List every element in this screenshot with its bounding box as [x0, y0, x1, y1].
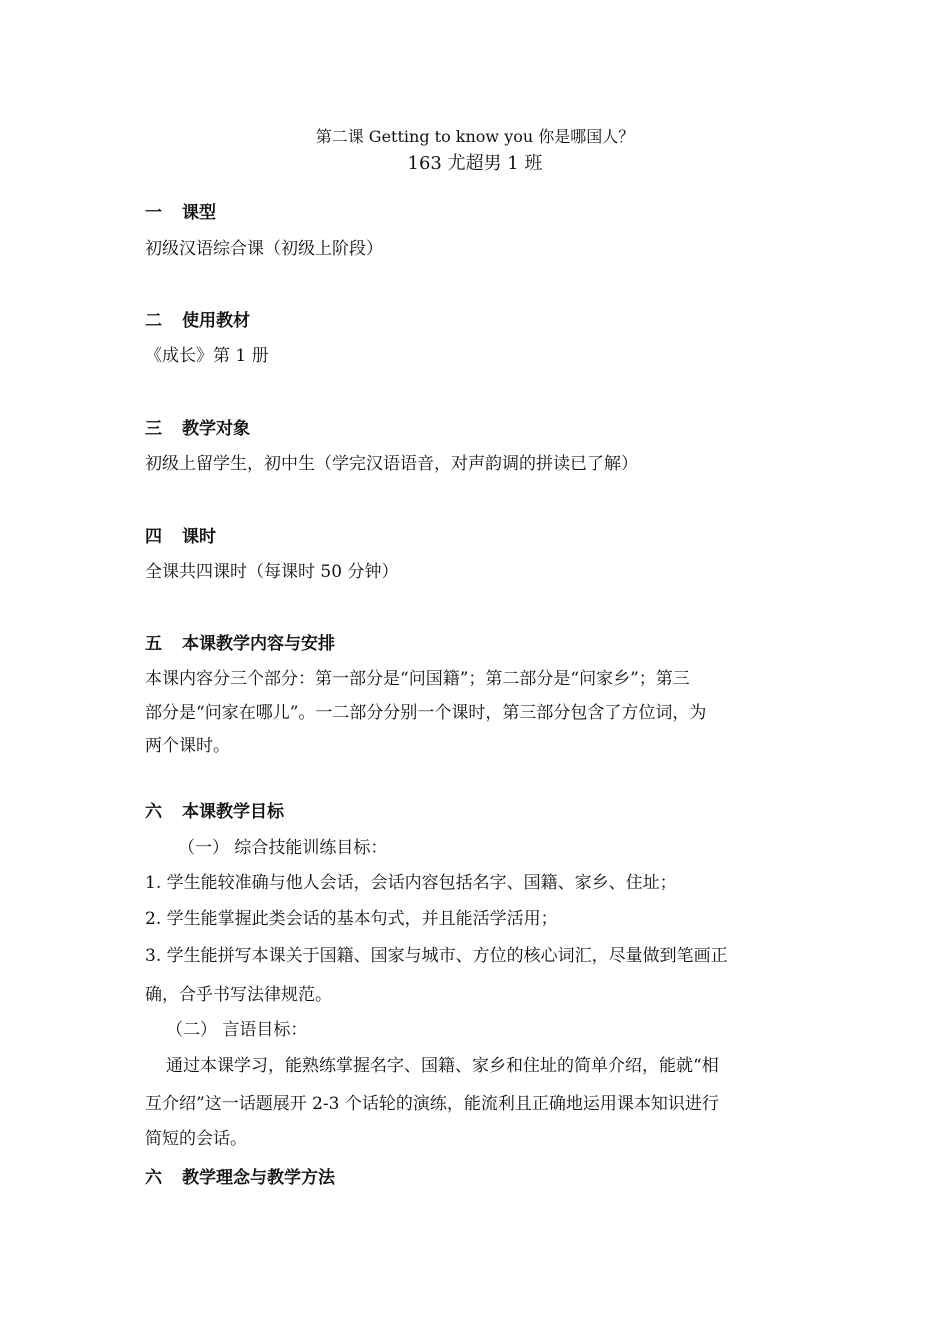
- section-title: 课型: [182, 203, 216, 223]
- section-heading: [145, 632, 335, 656]
- body-text: 简短的会话。: [145, 1129, 247, 1149]
- section-number: 五: [145, 634, 162, 654]
- body-text: 互介绍”这一话题展开 2-3 个话轮的演练，能流利且正确地运用课本知识进行: [145, 1094, 719, 1114]
- section-number: 一: [145, 203, 162, 223]
- section-title: 教学理念与教学方法: [182, 1168, 335, 1188]
- section-number: 六: [145, 802, 162, 822]
- section-heading: [145, 525, 216, 549]
- list-item: 1. 学生能较准确与他人会话，会话内容包括名字、国籍、家乡、住址；: [145, 873, 677, 893]
- list-item: 3. 学生能拼写本课关于国籍、国家与城市、方位的核心词汇，尽量做到笔画正: [145, 946, 728, 966]
- section-title: 本课教学内容与安排: [182, 634, 335, 654]
- body-text: 部分是“问家在哪儿”。一二部分分别一个课时，第三部分包含了方位词，为: [145, 703, 707, 723]
- subsection-heading: （一） 综合技能训练目标：: [178, 838, 388, 858]
- document-title: 第二课 Getting to know you 你是哪国人？: [315, 127, 635, 146]
- section-number: 四: [145, 527, 162, 547]
- section-title: 使用教材: [182, 311, 250, 331]
- section-title: 本课教学目标: [182, 802, 284, 822]
- body-text: 全课共四课时（每课时 50 分钟）: [145, 562, 399, 582]
- body-text: 两个课时。: [145, 736, 230, 756]
- list-item-continuation: 确，合乎书写法律规范。: [145, 985, 332, 1005]
- section-number: 六: [145, 1168, 162, 1188]
- body-text: 初级汉语综合课（初级上阶段）: [145, 239, 383, 259]
- section-heading: [145, 800, 284, 824]
- section-heading: [145, 417, 250, 441]
- section-title: 课时: [182, 527, 216, 547]
- subsection-heading: （二） 言语目标：: [166, 1020, 308, 1040]
- list-item: 2. 学生能掌握此类会话的基本句式，并且能活学活用；: [145, 909, 558, 929]
- body-text: 本课内容分三个部分：第一部分是“问国籍”；第二部分是“问家乡”；第三: [145, 669, 690, 689]
- section-number: 二: [145, 311, 162, 331]
- section-heading: [145, 201, 216, 225]
- body-text: 初级上留学生，初中生（学完汉语语音，对声韵调的拼读已了解）: [145, 454, 638, 474]
- body-text: 《成长》第 1 册: [145, 346, 269, 366]
- body-text: 通过本课学习，能熟练掌握名字、国籍、家乡和住址的简单介绍，能就“相: [166, 1056, 719, 1076]
- section-heading: [145, 1166, 335, 1190]
- section-heading: [145, 309, 250, 333]
- section-number: 三: [145, 419, 162, 439]
- section-title: 教学对象: [182, 419, 250, 439]
- document-subtitle: 163 尤超男 1 班: [407, 153, 543, 174]
